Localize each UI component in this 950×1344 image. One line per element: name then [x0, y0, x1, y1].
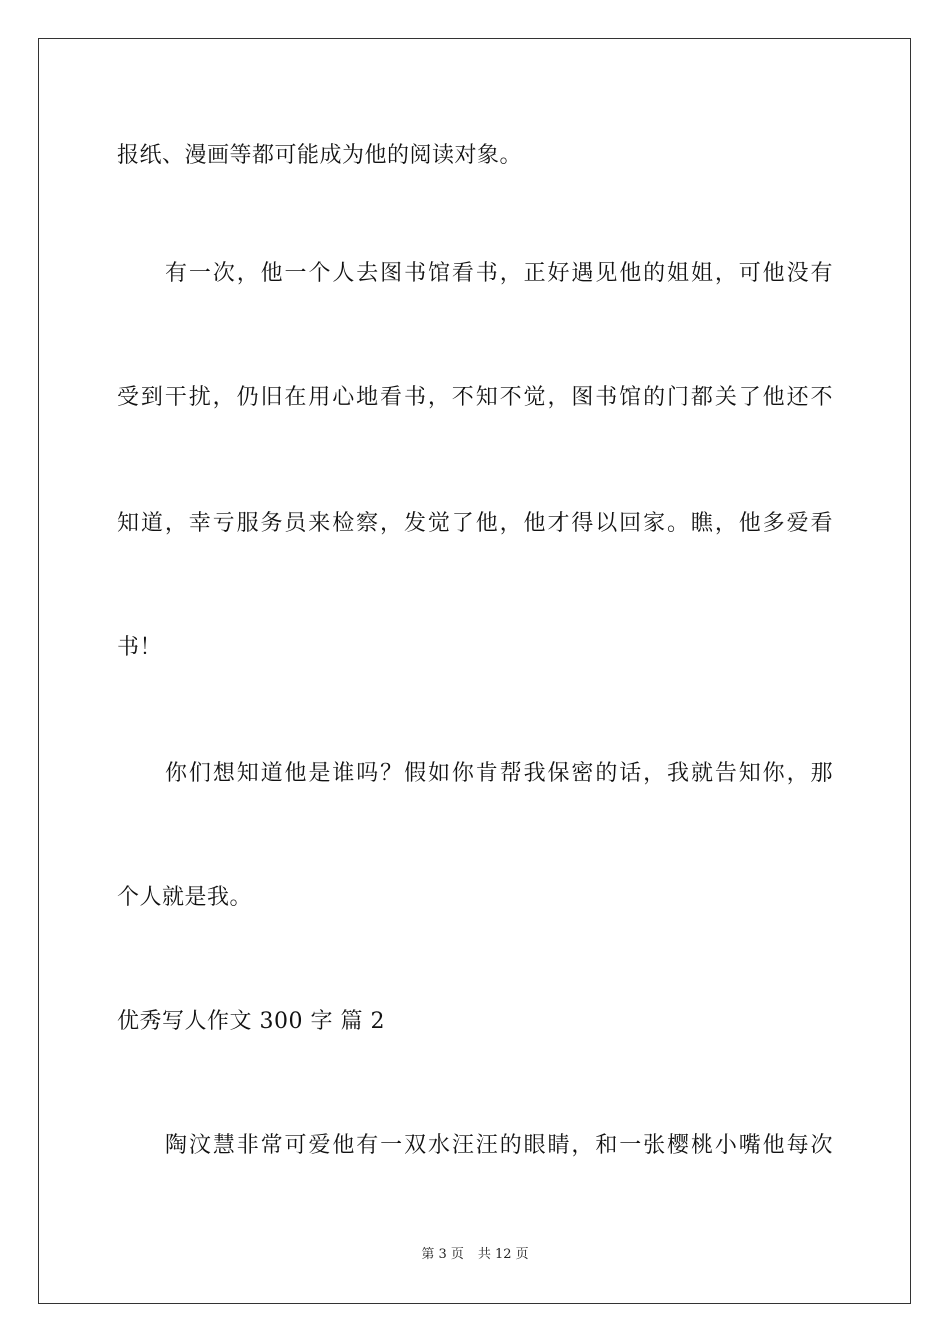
- paragraph-line: 个人就是我。: [117, 885, 253, 910]
- paragraph-line: 有一次，他一个人去图书馆看书，正好遇见他的姐姐，可他没有: [165, 261, 833, 286]
- page-number: 第 3 页: [421, 1247, 464, 1262]
- paragraph-line: 受到干扰，仍旧在用心地看书，不知不觉，图书馆的门都关了他还不: [117, 385, 833, 410]
- page-footer: [0, 1246, 950, 1264]
- paragraph-line: 报纸、漫画等都可能成为他的阅读对象。: [117, 143, 523, 168]
- paragraph-line: 知道，幸亏服务员来检察，发觉了他，他才得以回家。瞧，他多爱看: [117, 511, 833, 536]
- page-total: 共 12 页: [477, 1247, 529, 1262]
- paragraph-line: 陶汶慧非常可爱他有一双水汪汪的眼睛，和一张樱桃小嘴他每次: [165, 1133, 833, 1158]
- paragraph-line: 你们想知道他是谁吗？假如你肯帮我保密的话，我就告知你，那: [165, 761, 833, 786]
- page-border: [38, 38, 911, 1304]
- section-heading: 优秀写人作文 300 字 篇 2: [117, 1009, 385, 1034]
- paragraph-line: 书！: [117, 635, 163, 660]
